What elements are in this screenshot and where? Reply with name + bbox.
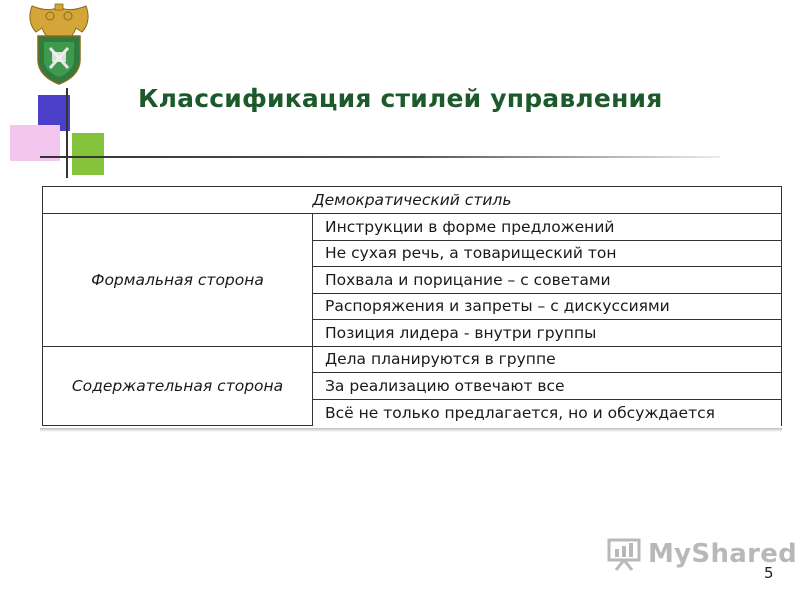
table-cell: За реализацию отвечают все (313, 373, 782, 400)
content-side-label: Содержательная сторона (43, 346, 313, 426)
presentation-board-icon (606, 537, 642, 571)
table-cell: Дела планируются в группе (313, 346, 782, 373)
decor-square-green (72, 133, 104, 175)
eagle-emblem-icon (22, 2, 96, 88)
table-bottom-fade (40, 428, 782, 432)
watermark-text: MyShared (648, 539, 798, 569)
decor-vertical-line (66, 88, 68, 178)
table-cell: Позиция лидера - внутри группы (313, 320, 782, 347)
slide-title: Классификация стилей управления (138, 84, 663, 113)
table-row (43, 214, 782, 241)
table-row (43, 346, 782, 373)
table-cell: Всё не только предлагается, но и обсуждается (313, 399, 782, 426)
page-number: 5 (764, 564, 774, 582)
table-cell: Распоряжения и запреты – с дискуссиями (313, 293, 782, 320)
table-cell: Похвала и порицание – с советами (313, 267, 782, 294)
table-header-row (43, 187, 782, 214)
table-cell: Инструкции в форме предложений (313, 214, 782, 241)
formal-side-label: Формальная сторона (43, 214, 313, 347)
democratic-style-table (42, 186, 782, 426)
table-cell: Не сухая речь, а товарищеский тон (313, 240, 782, 267)
table-header: Демократический стиль (43, 187, 782, 214)
decor-horizontal-line (40, 156, 720, 158)
